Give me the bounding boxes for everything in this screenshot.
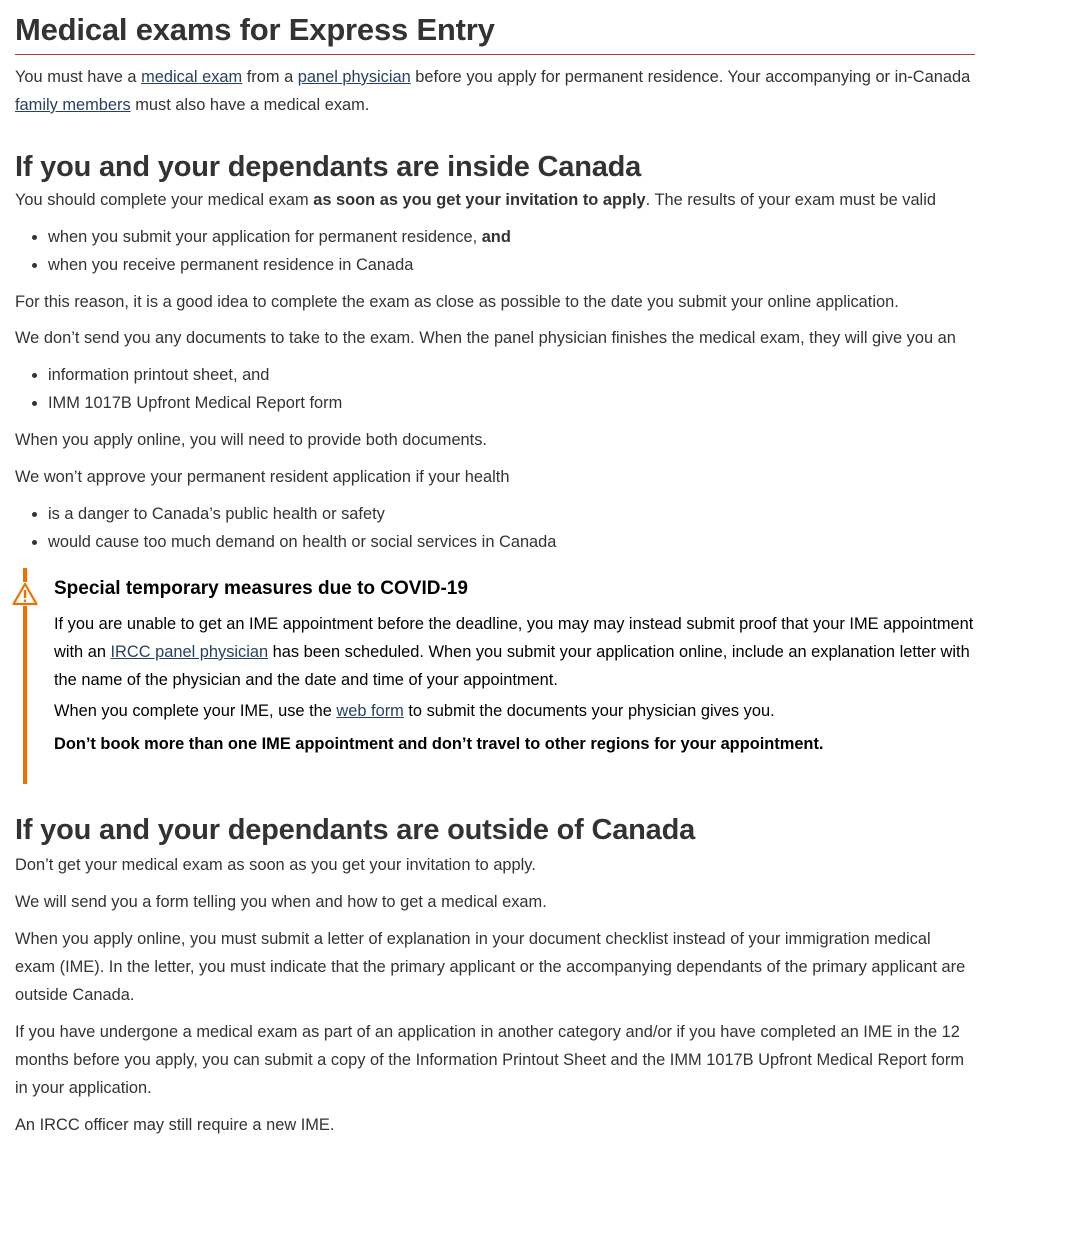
outside-paragraph-5: An IRCC officer may still require a new IME. [15, 1116, 335, 1134]
alert-paragraph-1 [54, 610, 974, 694]
list-item: • IMM 1017B Upfront Medical Report form [48, 389, 975, 417]
alert-p1-text-2: has been scheduled. When you submit your application online, include an explanation letter with the name of the physician and the date and time of your appointment. [54, 643, 970, 689]
alert-heading: Special temporary measures due to COVID-19 [54, 578, 468, 599]
outside-paragraph-2: We will send you a form telling you when and how to get a medical exam. [15, 893, 547, 911]
alert-paragraph-2 [54, 697, 974, 725]
alert-p2-text-2: to submit the documents your physician gives you. [403, 702, 775, 720]
outside-paragraph-3: When you apply online, you must submit a letter of explanation in your document checklist instead of your immigration medical exam (IME). In the letter, you must indicate that the primary applicant or the accompanying dependants of the primary applicant are outside Canada. [15, 930, 966, 1004]
panel-physician-link[interactable]: panel physician [297, 68, 411, 86]
list-item: • when you receive permanent residence in Canada [48, 251, 975, 279]
outside-canada-heading: If you and your dependants are outside of Canada [15, 814, 696, 846]
validity-list [15, 223, 975, 279]
web-form-link[interactable]: web form [336, 702, 404, 720]
inside-paragraph-4: When you apply online, you will need to provide both documents. [15, 431, 487, 449]
intro-text-4: must also have a medical exam. [130, 96, 370, 114]
intro-text-3: before you apply for permanent residence. Your accompanying or in-Canada [410, 68, 971, 86]
list-item-bold: and [481, 228, 511, 246]
inside-p1-bold: as soon as you get your invitation to apply [313, 191, 646, 209]
page-title: Medical exams for Express Entry [15, 0, 975, 55]
list-item: • would cause too much demand on health or social services in Canada [48, 528, 975, 556]
inside-canada-heading: If you and your dependants are inside Canada [15, 151, 642, 183]
warning-icon [12, 582, 38, 606]
ircc-panel-physician-link[interactable]: IRCC panel physician [110, 643, 269, 661]
inside-paragraph-1 [15, 186, 975, 214]
alert-warning-bold: Don’t book more than one IME appointment and don’t travel to other regions for your appointment. [54, 735, 824, 753]
list-item-text: when you submit your application for permanent residence, [48, 228, 482, 246]
medical-exam-link[interactable]: medical exam [141, 68, 243, 86]
family-members-link[interactable]: family members [15, 96, 131, 114]
inside-p1-text-1: You should complete your medical exam [15, 191, 314, 209]
list-item [48, 223, 975, 251]
inside-paragraph-5: We won’t approve your permanent resident application if your health [15, 468, 510, 486]
health-list [15, 500, 975, 556]
covid-alert [23, 568, 974, 784]
intro-paragraph [15, 63, 975, 119]
alert-p1-text-1: If you are unable to get an IME appointment before the deadline, you may may instead submit proof that your IME appointment with an [54, 615, 974, 661]
list-item: • information printout sheet, and [48, 361, 975, 389]
alert-paragraph-3 [54, 730, 974, 758]
outside-paragraph-1: Don’t get your medical exam as soon as you get your invitation to apply. [15, 856, 536, 874]
inside-paragraph-3: We don’t send you any documents to take to the exam. When the panel physician finishes the medical exam, they will give you an [15, 329, 956, 347]
page-content [15, 0, 975, 1139]
warning-icon-svg [12, 582, 38, 606]
inside-p1-text-2: . The results of your exam must be valid [645, 191, 936, 209]
documents-list [15, 361, 975, 417]
outside-paragraph-4: If you have undergone a medical exam as part of an application in another category and/or if you have completed an IME in the 12 months before you apply, you can submit a copy of the Information Printout Sheet and the IMM 1017B Upfront Medical Report form in your application. [15, 1023, 965, 1097]
list-item: • is a danger to Canada’s public health or safety [48, 500, 975, 528]
alert-p2-text-1: When you complete your IME, use the [54, 702, 337, 720]
intro-text-1: You must have a [15, 68, 142, 86]
inside-paragraph-2: For this reason, it is a good idea to complete the exam as close as possible to the date you submit your online application. [15, 293, 899, 311]
intro-text-2: from a [242, 68, 298, 86]
